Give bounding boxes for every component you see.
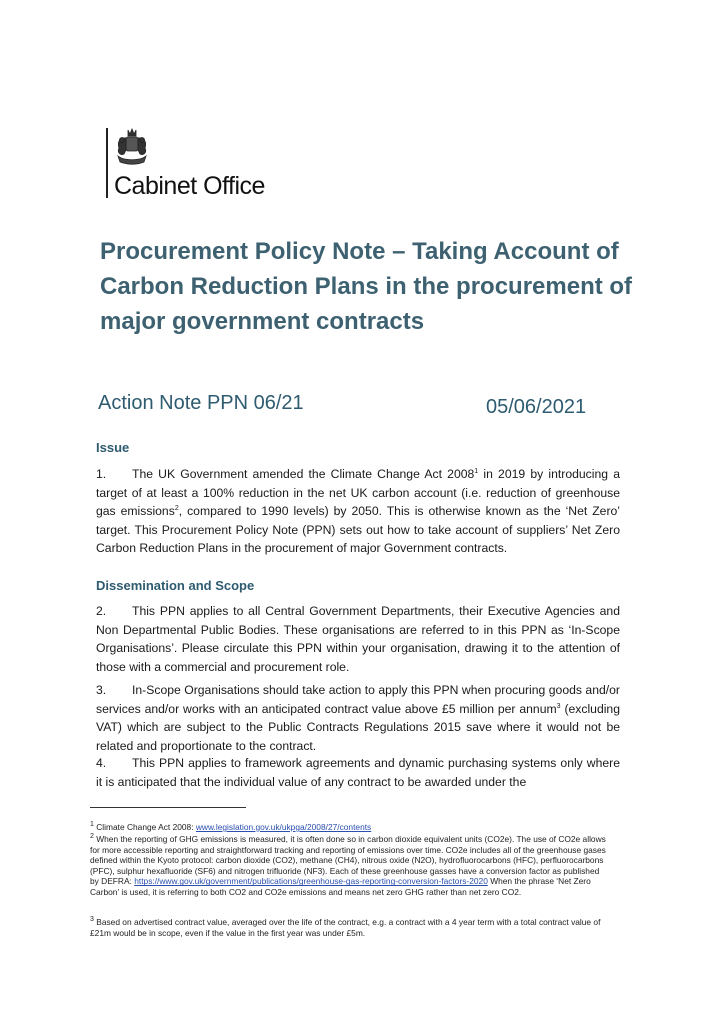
footnote-divider [90, 807, 246, 808]
paragraph-number: 4. [96, 756, 107, 770]
action-note-date: 05/06/2021 [486, 396, 587, 418]
paragraph-number: 2. [96, 604, 107, 618]
footnote-2: $^2$ When the reporting of GHG emissions is measured, it is often done so in carbon dioxide equivalent units (CO2e). The use of CO2e allows for more accessible reporting and straightforward tracking and reporting of emissions over time. CO2e includes all of the greenhouse gases defined within the Kyoto protocol: carbon dioxide (CO2), methane (CH4), nitrous oxide (N2O), hydrofluorocarbons (HFC), perfluorocarbons (PFC), sulphur hexafluoride (SF6) and nitrogen trifluoride (NF3). Each of these greenhouse gasses have a conversion factor as published by DEFRA: https://www.gov.uk/government/publications/greenhouse-gas-reporting-conversion-factors-2020 When the phrase ‘Net Zero Carbon’ is used, it is referring to both CO2 and CO2e emissions and means net zero GHG rather than net zero CO2. [90, 833, 606, 897]
paragraph-1: 1. The UK Government amended the Climate Change Act 2008$^1$ in 2019 by introducing a target of at least a 100% reduction in the net UK carbon account (i.e. reduction of greenhouse gas emissions$^2$, compared to 1990 levels) by 2050. This is otherwise known as the ‘Net Zero’ target. This Procurement Policy Note (PPN) sets out how to take account of suppliers’ Net Zero Carbon Reduction Plans in the procurement of major Government contracts. [96, 467, 620, 555]
department-name: Cabinet Office [114, 172, 265, 200]
paragraph-4: 4. This PPN applies to framework agreements and dynamic purchasing systems only where it is anticipated that the individual value of any contract to be awarded under the [96, 756, 620, 789]
footnote-ref-3: 3 [556, 702, 561, 710]
footnote-3: $^3$ Based on advertised contract value, averaged over the life of the contract, e.g. a contract with a 4 year term with a total contract value of £21m would be in scope, even if the value in the first year was under £5m. [90, 916, 601, 938]
logo-divider [106, 128, 108, 198]
footnote-ref-1: 1 [474, 467, 479, 475]
paragraph-2: 2. This PPN applies to all Central Government Departments, their Executive Agencies and Non Departmental Public Bodies. These organisations are referred to in this PPN as ‘In-Scope Organisations’. Please circulate this PPN within your organisation, drawing it to the attention of those with a commercial and procurement role. [96, 604, 620, 674]
paragraph-number: 3. [96, 683, 107, 697]
legislation-link[interactable]: www.legislation.gov.uk/ukpga/2008/27/contents [195, 822, 372, 832]
action-note-number: Action Note PPN 06/21 [98, 392, 304, 414]
paragraph-number: 1. [96, 467, 107, 481]
section-heading-scope: Dissemination and Scope [96, 578, 255, 593]
footnote-ref-2: 2 [174, 504, 179, 512]
paragraph-3: 3. In-Scope Organisations should take action to apply this PPN when procuring goods and/or services and/or works with an anticipated contract value above £5 million per annum$^3$ (excluding VAT) which are subject to the Public Contracts Regulations 2015 save where it would not be related and proportionate to the contract. [96, 683, 620, 753]
section-heading-issue: Issue [96, 440, 130, 455]
footnote-1: $^1$ Climate Change Act 2008: www.legislation.gov.uk/ukpga/2008/27/contents [90, 821, 372, 832]
document-title: Procurement Policy Note – Taking Account of Carbon Reduction Plans in the procurement of major government contracts [100, 238, 633, 335]
royal-coat-of-arms-icon [114, 128, 150, 166]
conversion-factors-link[interactable]: https://www.gov.uk/government/publications/greenhouse-gas-reporting-conversion-factors-2020 [134, 876, 488, 887]
